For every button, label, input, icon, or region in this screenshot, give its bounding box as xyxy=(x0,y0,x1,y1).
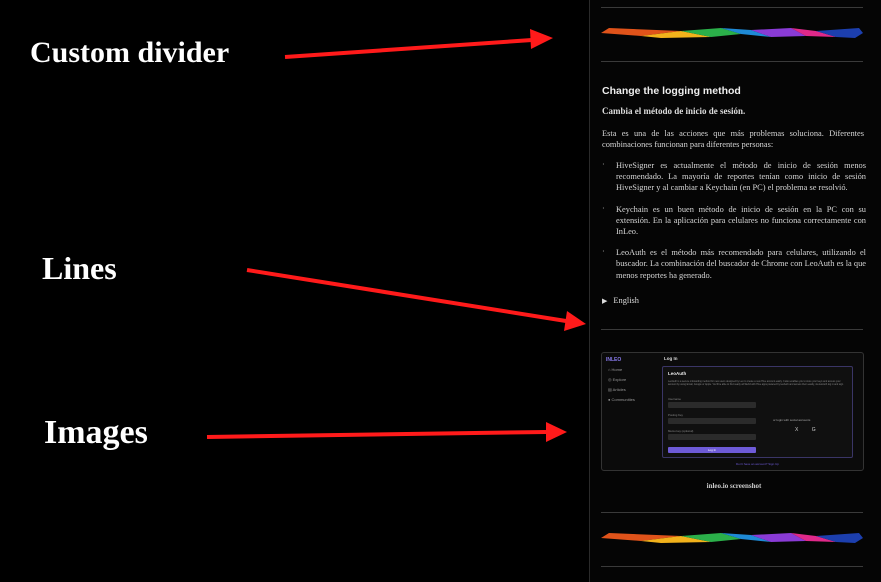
post-intro: Esta es una de las acciones que más problemas soluciona. Diferentes combinaciones funcionan para diferentes personas: xyxy=(602,129,864,150)
screenshot-nav xyxy=(608,367,635,407)
login-button: Log In xyxy=(668,447,756,453)
login-title: Log In xyxy=(664,356,678,361)
nav-item-home: ⌂ Home xyxy=(608,367,623,372)
username-field xyxy=(668,402,756,408)
list-item: · Keychain es un buen método de inicio de sesión en la PC con su extensión. En la aplicación para celulares no funciona correctamente con InLeo. xyxy=(602,204,866,238)
annotation-lines: Lines xyxy=(42,250,117,286)
nav-item-communities: ● Communities xyxy=(608,397,635,402)
inleo-screenshot-image xyxy=(601,352,864,471)
post-subheading: Cambia el método de inicio de sesión. xyxy=(602,106,746,116)
horizontal-line xyxy=(601,512,863,513)
nav-item-explore: ◎ Explore xyxy=(608,377,627,382)
leoauth-title: LeoAuth xyxy=(668,371,687,376)
horizontal-line xyxy=(601,61,863,62)
list-item: · HiveSigner es actualmente el método de inicio de sesión menos recomendado. La mayoría de reportes tenían como inicio de sesión HiveSigner y al cambiar a Keychain (en PC) el problema se resolvió. xyxy=(602,160,866,194)
horizontal-line xyxy=(601,566,863,567)
memo-key-field xyxy=(668,434,756,440)
custom-divider xyxy=(601,533,863,543)
english-details-toggle[interactable] xyxy=(602,296,639,305)
arrow-to-image xyxy=(207,422,567,442)
social-login-text: or login with social accounts xyxy=(773,418,811,422)
horizontal-line xyxy=(601,7,863,8)
horizontal-line xyxy=(601,329,863,330)
post-heading: Change the logging method xyxy=(602,85,741,97)
field-label: Posting Key xyxy=(668,413,683,417)
field-label: Username xyxy=(668,397,681,401)
leoauth-description: LeoAuth is a secure onboarding method for new users designed by Leo to create a new Hive account easily. It also enables you to store your keys and access your account by using Email, Google or Apple. You'll be able to find nearly all Web3 with Hive apps powered by leoAuth and access them easily, via leoAuth log in and sign xyxy=(668,380,844,387)
leoauth-card xyxy=(662,366,853,458)
social-icons: X G xyxy=(795,427,822,433)
details-label: English xyxy=(613,296,639,305)
posting-key-field xyxy=(668,418,756,424)
nav-item-articles: ▤ Articles xyxy=(608,387,626,392)
inleo-logo: INLEO xyxy=(606,357,622,363)
triangle-right-icon: ▶ xyxy=(602,297,608,305)
blog-post-panel xyxy=(590,0,881,582)
arrow-to-line xyxy=(247,270,586,331)
list-item: · LeoAuth es el método más recomendado para celulares, utilizando el buscador. La combinación del buscador de Chrome con LeoAuth es la que menos reportes ha generado. xyxy=(602,247,866,281)
annotation-images: Images xyxy=(44,414,148,451)
arrow-to-divider xyxy=(285,29,553,57)
post-bullet-list xyxy=(602,160,866,291)
image-caption: inleo.io screenshot xyxy=(706,482,762,490)
custom-divider xyxy=(601,28,863,38)
annotation-custom-divider: Custom divider xyxy=(30,36,230,69)
signup-link: Don't have an account? Sign Up xyxy=(736,462,779,466)
field-label: Memo key (optional) xyxy=(668,429,694,433)
